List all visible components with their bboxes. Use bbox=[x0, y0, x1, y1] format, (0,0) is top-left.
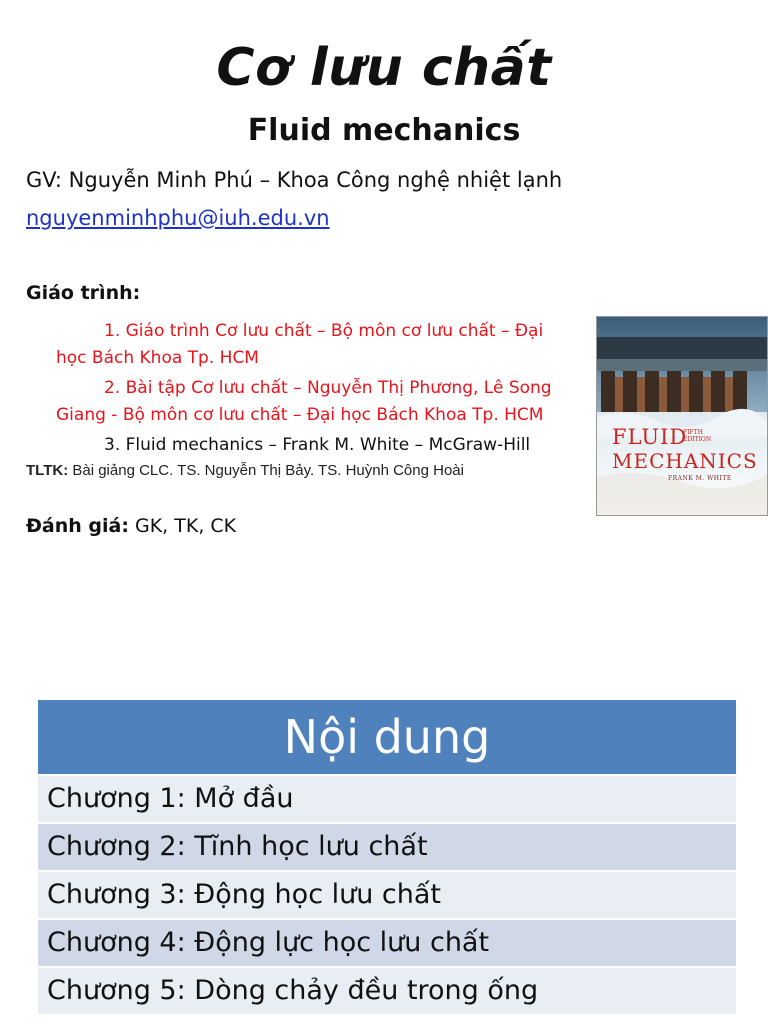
teacher-info: GV: Nguyễn Minh Phú – Khoa Công nghệ nhiệt lạnh bbox=[26, 168, 563, 192]
slide-subtitle: Fluid mechanics bbox=[247, 113, 521, 148]
reference-note bbox=[26, 462, 464, 479]
contents-table bbox=[38, 700, 736, 1014]
book-title-line-1: FLUID bbox=[612, 425, 688, 449]
chapter-row[interactable]: Chương 2: Tĩnh học lưu chất bbox=[38, 822, 736, 870]
textbook-item-3-text: 3. Fluid mechanics – Frank M. White – McGraw-Hill bbox=[104, 435, 531, 455]
teacher-email-link[interactable]: nguyenminhphu@iuh.edu.vn bbox=[26, 206, 330, 230]
book-cover-image bbox=[596, 316, 768, 516]
evaluation-label: Đánh giá: bbox=[26, 515, 129, 537]
evaluation-value: GK, TK, CK bbox=[128, 515, 237, 537]
textbook-item-1-text: 1. Giáo trình Cơ lưu chất – Bộ môn cơ lưu chất – Đại học Bách Khoa Tp. HCM bbox=[56, 321, 544, 368]
textbook-item-2 bbox=[56, 375, 561, 429]
book-title-line-2: MECHANICS bbox=[612, 449, 758, 473]
book-edition: FIFTH EDITION bbox=[683, 429, 712, 443]
textbook-item-1 bbox=[56, 318, 561, 372]
contents-heading: Nội dung bbox=[38, 700, 736, 774]
chapter-row[interactable]: Chương 4: Động lực học lưu chất bbox=[38, 918, 736, 966]
book-author: FRANK M. WHITE bbox=[668, 475, 732, 482]
textbook-item-3 bbox=[56, 432, 561, 459]
chapter-row[interactable]: Chương 1: Mở đầu bbox=[38, 774, 736, 822]
contents-rows bbox=[38, 774, 736, 1014]
slide-title: Cơ lưu chất bbox=[216, 38, 552, 98]
textbook-heading: Giáo trình: bbox=[26, 282, 141, 304]
chapter-row[interactable]: Chương 3: Động học lưu chất bbox=[38, 870, 736, 918]
reference-text: Bài giảng CLC. TS. Nguyễn Thị Bảy. TS. Huỳnh Công Hoài bbox=[68, 462, 464, 479]
reference-label: TLTK: bbox=[26, 462, 69, 479]
chapter-row[interactable]: Chương 5: Dòng chảy đều trong ống bbox=[38, 966, 736, 1014]
dam-illustration bbox=[597, 317, 767, 515]
evaluation bbox=[26, 515, 236, 537]
textbook-item-2-text: 2. Bài tập Cơ lưu chất – Nguyễn Thị Phương, Lê Song Giang - Bộ môn cơ lưu chất – Đại học Bách Khoa Tp. HCM bbox=[56, 378, 552, 425]
